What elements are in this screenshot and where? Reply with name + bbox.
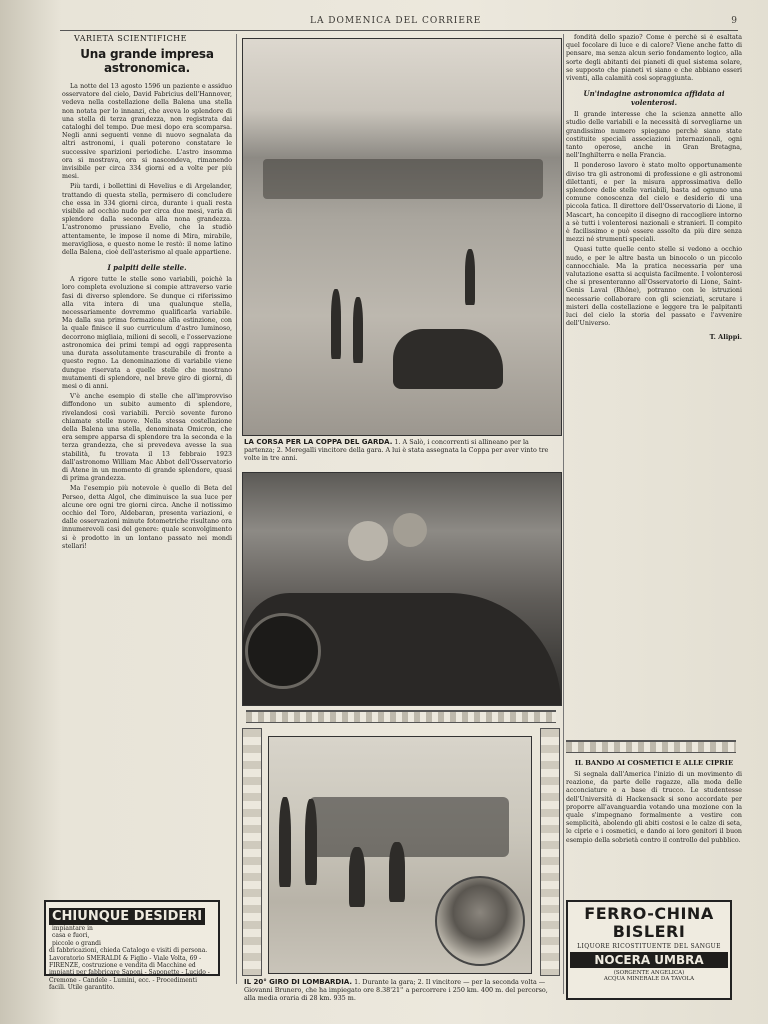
center-column xyxy=(240,36,562,1024)
ad-water-name: NOCERA UMBRA xyxy=(570,952,728,968)
cyclist-shape xyxy=(349,847,365,907)
caption-title: LA CORSA PER LA COPPA DEL GARDA. xyxy=(244,438,393,446)
crowd-shape xyxy=(263,159,543,199)
article-paragraph: Più tardi, i bollettini di Hevelius e di Argelander, trattando di questa stella, permisero di concludere che essa in 334 giorni circa, durante i quali resta visibile ad occhio nudo per circa due mesi, varia di splendore dalla seconda alla nona grandezza. L'astronomo prussiano Evelio, che la studiò attentamente, le impose il nome di Mira, mirabile, meravigliosa, e questo nome le restò: il nome latino della Balena, cioè dell'asterismo al quale appartiene. xyxy=(62,183,232,257)
caption-title: IL 20° GIRO DI LOMBARDIA. xyxy=(244,978,353,986)
column-divider xyxy=(563,34,564,994)
race-car-shape xyxy=(393,329,503,389)
ornamental-frame-right xyxy=(540,728,560,976)
person-shape xyxy=(305,799,317,885)
right-column xyxy=(566,34,742,729)
article-paragraph: Il ponderoso lavoro è stato molto opportunamente diviso tra gli astronomi di professione e gli astronomi dilettanti, e per la misura approssimativa dello splendore delle stelle variabili, basta ad ognuno una comune conoscenza del cielo e desiderio di una piccola fatica. Il direttore dell'Osservatorio di Lione, il Mascart, ha concepito il disegno di raccogliere intorno a sè tutti i volenterosi nazionali e stranieri. Il compito è facilissimo e può essere assolto da più dire senza mezzi né strumenti speciali. xyxy=(566,162,742,244)
wheel-shape xyxy=(245,613,321,689)
ornamental-frame-left xyxy=(242,728,262,976)
caption-giro-lombardia xyxy=(244,978,560,1002)
person-shape xyxy=(279,797,291,887)
photo-race-winner-car xyxy=(242,472,562,706)
article-paragraph: La notte del 13 agosto 1596 un paziente e assiduo osservatore del cielo, David Fabricius dell'Hannover, vedeva nella costellazione della Balena una stella non notata per lo innanzi, che aveva lo splendore di una stella di terza grandezza, non registrata dai cataloghi del tempo. Due mesi dopo era scomparsa. Negli anni seguenti venne di nuovo segnalata da altri astronomi, i quali poterono constatare le successive sparizioni periodiche. L'astro insomma ora si mostrava, ora si nascondeva, rimanendo invisibile per circa 334 giorni ed a volte per più mesi. xyxy=(62,83,232,181)
article-subhead: I palpiti delle stelle. xyxy=(107,263,187,273)
bando-text: Si segnala dall'America l'inizio di un movimento di reazione, da parte delle ragazze, alla moda delle acconciature e a base di trucco. Le studentesse dell'Università di Hackensack si sono accordate per proporre all'avanguardia votando una mozione con la quale s'impegnano formalmente a vestire con semplicità, abolendo gli abiti costosi e le calze di seta, le ciprie e i cosmetici, e dando ai loro genitori il buon esempio della sobrietà contro il controllo del pubblico. xyxy=(566,771,742,844)
cyclist-shape xyxy=(389,842,405,902)
article-headline: Una grande impresa astronomica. xyxy=(80,47,214,75)
column-divider xyxy=(236,34,237,984)
article-paragraph: A rigore tutte le stelle sono variabili, poichè la loro completa evoluzione si compie attraverso varie fasi di diverso splendore. Se dunque ci riferissimo alla vita intera di una qualunque stella, necessariamente dovremmo qualificarla variabile. Ma dalla sua prima formazione alla estinzione, con la quale finisce il suo curriculum d'astro luminoso, decorrono migliaia, milioni di secoli, e l'osservazione astronomica dei primi tempi ad oggi rappresenta una durata assolutamente trascurabile di fronte a questo regno. La denominazione di variabile viene dunque riservata a quelle stelle che mostrano mutamenti di splendore, nel breve giro di giorni, di mesi o di anni. xyxy=(62,276,232,390)
person-shape xyxy=(331,289,341,359)
ad-water-sub2: ACQUA MINERALE DA TAVOLA xyxy=(603,976,695,982)
article-paragraph: fondità dello spazio? Come è perchè si è esaltata quel focolare di luce e di calore? Viene anche fatto di pensare, ma senza alcun serio fondamento logico, alla sorte degli abitanti dei pianeti di quel sistema solare, se supposto che pianeti vi siano e che abbiano esseri viventi, alla calamità così sopraggiunta. xyxy=(566,34,742,83)
bando-article xyxy=(566,740,742,896)
ad-tagline: LIQUORE RICOSTITUENTE DEL SANGUE xyxy=(577,943,721,950)
person-shape xyxy=(465,249,475,305)
caption-text: 1. A Salò, i concorrenti si allineano per la partenza; 2. Meregalli vincitore della gara. A lui è stata assegnata la Coppa per aver vinto tre volte in tre anni. xyxy=(244,438,549,462)
page-number: 9 xyxy=(731,16,738,26)
bando-title: IL BANDO AI COSMETICI E ALLE CIPRIE xyxy=(574,759,734,767)
driver-face-shape xyxy=(348,521,388,561)
ad-body: di fabbricazioni, chieda Catalogo e visiti di persona. Lavoratorio SMERALDI & Figlio - Viale Volta, 69 - FIRENZE, costruzione e vendita di Macchine ed impianti per fabbricare Saponi - Saponette - Lucido - Cremone - Candele - Lumini, ecc. - Procedimenti facili. Utile garantito. xyxy=(49,947,210,992)
person-shape xyxy=(353,297,363,363)
photo-car-race-start xyxy=(242,38,562,436)
ad-brand-line2: BISLERI xyxy=(612,922,686,941)
passenger-face-shape xyxy=(393,513,427,547)
ad-headline: CHIUNQUE DESIDERI xyxy=(49,908,205,925)
portrait-brunero xyxy=(435,876,525,966)
article-paragraph: Il grande interesse che la scienza annette allo studio delle variabili e la necessità di sorvegliarne un grandissimo numero spiegano perchè siano state costituite speciali associazioni internazionali, ogni tanto operose, anche in Gran Bretagna, nell'Inghilterra e nella Francia. xyxy=(566,111,742,160)
article-paragraph: Quasi tutte quelle cento stelle si vedono a occhio nudo, e per le altre basta un binocolo o un piccolo cannocchiale. Ma la pratica necessaria per una valutazione esatta si acquista facilmente. I volonterosi che si presenteranno all'Osservatorio di Lione, Saint-Genis Laval (Rhône), potranno con le istruzioni necessarie collaborare con gli scienziati, scrutare i misteri della costellazione e leggere tra le palpitanti luci del cielo la storia del passato e l'avvenire dell'Universo. xyxy=(566,246,742,328)
article-paragraph: V'è anche esempio di stelle che all'improvviso diffondono un subito aumento di splendore, rivelandosi così variabili. Perciò sovente furono chiamate stelle nuove. Nella stessa costellazione della Balena una stella, denominata Omicron, che era sempre apparsa di splendore tra la seconda e la terza grandezza, che si prevedeva avesse la sua stabilità, fu trovata il 13 febbraio 1923 dall'astronomo William Mac Abbot dell'Osservatorio di Atene in un momento di grande splendore, quasi di prima grandezza. xyxy=(62,393,232,483)
author-signature: T. Alippi. xyxy=(709,332,742,341)
caption-text: 1. Durante la gara; 2. Il vincitore — per la seconda volta — Giovanni Brunero, che ha impiegato ore 8.38'21'' a percorrere i 250 km. 400 m. del percorso, alla media oraria di 28 km. 935 m. xyxy=(244,978,548,1002)
ad-smeraldi xyxy=(44,900,220,992)
section-label: VARIETÀ SCIENTIFICHE xyxy=(74,34,187,43)
masthead-title: LA DOMENICA DEL CORRIERE xyxy=(309,16,482,26)
article-subhead: Un'indagine astronomica affidata ai volenterosi. xyxy=(583,89,725,108)
ad-water-sub1: (SORGENTE ANGELICA) xyxy=(613,970,685,976)
article-paragraph: Ma l'esempio più notevole è quello di Beta del Perseo, detta Algol, che diminuisce la sua luce per alcune ore ogni tre giorni circa. Anche il notissimo occhio del Toro, Aldebaran, presenta variazioni, e dalle osservazioni minute fotometriche risultano ora innumerevoli casi del genere: quale sconvolgimento si è prodotto in un lontano passato nei mondi stellari! xyxy=(62,485,232,550)
left-column xyxy=(62,34,232,894)
top-rule xyxy=(60,30,738,31)
crowd-shape xyxy=(309,797,509,857)
ad-ferro-china-bisleri xyxy=(566,900,732,1000)
ornamental-border xyxy=(246,710,556,723)
ornamental-border xyxy=(566,740,736,753)
ad-brand-line1: FERRO-CHINA xyxy=(584,904,714,923)
caption-coppa-garda xyxy=(244,438,560,462)
masthead xyxy=(60,14,738,28)
ad-side-text: impiantare in casa e fuori, piccole o grandi xyxy=(52,925,101,947)
